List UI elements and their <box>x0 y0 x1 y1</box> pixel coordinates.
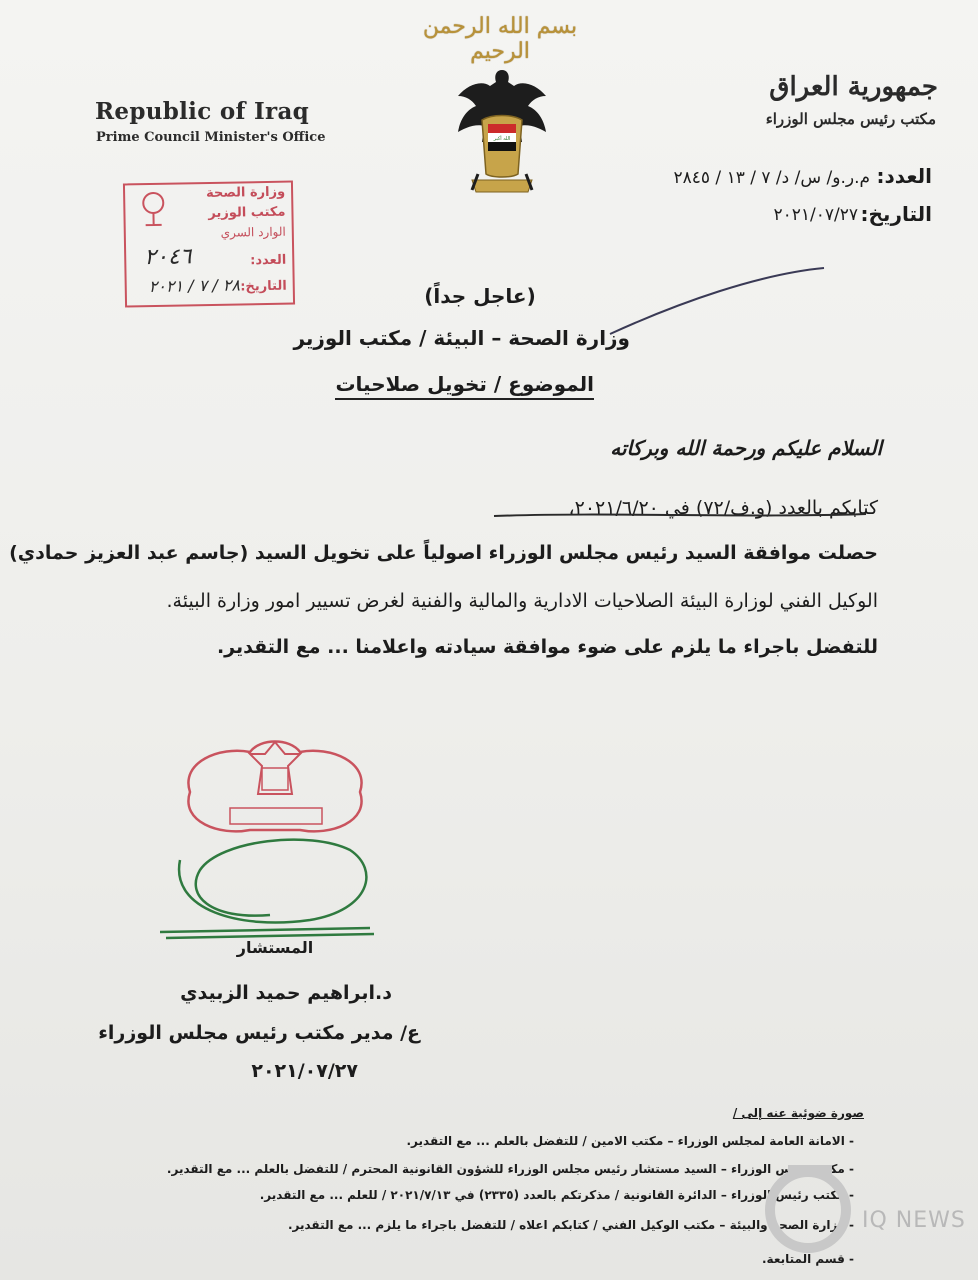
document-date-label: التاريخ: <box>860 202 932 226</box>
copy-recipient: - قسم المتابعة. <box>762 1252 854 1266</box>
pen-stroke <box>600 262 830 342</box>
document-date-value: ٢٠٢١/٠٧/٢٧ <box>773 205 858 225</box>
reference-number-label: العدد: <box>876 164 932 188</box>
paragraph-authorization: الوكيل الفني لوزارة البيئة الصلاحيات الادارية والمالية والفنية لغرض تسيير امور وزارة البيئة. <box>166 590 878 612</box>
stamp-tree-icon <box>133 189 174 230</box>
reference-number-value: م.ر.و/ س/ د/ ٧ / ١٣ / ٢٨٤٥ <box>673 168 870 188</box>
received-stamp <box>123 181 295 308</box>
copy-recipient: - الامانة العامة لمجلس الوزراء – مكتب الامين / للتفضل بالعلم ... مع التقدير. <box>406 1134 854 1148</box>
subject-line: الموضوع / تخويل صلاحيات <box>335 372 594 400</box>
english-subtitle: Prime Council Minister's Office <box>96 130 326 145</box>
underline-stroke <box>490 510 870 520</box>
arabic-office-name: مكتب رئيس مجلس الوزراء <box>765 110 936 128</box>
copy-recipient: - مكتب رئيس الوزراء – الدائرة القانونية / مذكرتكم بالعدد (٢٣٣٥) في ٢٠٢١/٧/١٣ / للعلم ... مع التقدير. <box>259 1188 854 1202</box>
paragraph-reference: كتابكم بالعدد (و.ف/٧٢) في ٢٠٢١/٦/٢٠، <box>568 497 878 519</box>
stamp-office: مكتب الوزير <box>208 204 286 222</box>
stamp-date-label: التاريخ: <box>240 278 287 295</box>
stamp-registry: الوارد السري <box>220 224 286 240</box>
signatory-name: د.ابراهيم حميد الزبيدي <box>180 982 392 1004</box>
iraq-eagle-emblem-icon <box>452 62 552 202</box>
stamp-ministry: وزارة الصحة <box>205 184 286 202</box>
copy-recipient: - مكتب رئيس الوزراء – السيد مستشار رئيس مجلس الوزراء للشؤون القانونية المحترم / للتفضل بالعلم ... مع التقدير. <box>166 1162 854 1176</box>
copy-recipient: - وزارة الصحة والبيئة – مكتب الوكيل الفني / كتابكم اعلاه / للتفضل باجراء ما يلزم ... مع التقدير. <box>287 1218 854 1232</box>
stamp-number-label: العدد: <box>250 252 287 269</box>
handwritten-signature <box>160 800 400 950</box>
copies-heading: صورة ضوئية عنه إلى / <box>732 1106 864 1120</box>
addressee: وزارة الصحة – البيئة / مكتب الوزير <box>293 326 630 350</box>
signatory-role: ع/ مدير مكتب رئيس مجلس الوزراء <box>98 1022 420 1044</box>
stamp-handwritten-number: ٢٠٤٦ <box>144 244 192 271</box>
greeting: السلام عليكم ورحمة الله وبركاته <box>610 436 882 460</box>
watermark-text: IQ NEWS <box>862 1208 966 1233</box>
urgent-marker: (عاجل جداً) <box>424 284 536 308</box>
svg-text:الله أكبر: الله أكبر <box>493 136 511 142</box>
news-logo-icon <box>748 1150 968 1260</box>
arabic-country-name: جمهورية العراق <box>769 72 938 102</box>
signatory-title: المستشار <box>236 938 314 957</box>
stamp-handwritten-date: ٢٨ / ٧ / ٢٠٢١ <box>148 275 241 297</box>
paragraph-request: للتفضل باجراء ما يلزم على ضوء موافقة سيادته واعلامنا ... مع التقدير. <box>216 636 878 658</box>
signature-date: ٢٠٢١/٠٧/٢٧ <box>251 1060 358 1082</box>
english-title: Republic of Iraq <box>95 98 310 125</box>
paragraph-approval: حصلت موافقة السيد رئيس مجلس الوزراء اصولياً على تخويل السيد (جاسم عبد العزيز حمادي) <box>9 542 878 564</box>
basmala: بسم الله الرحمن الرحيم <box>422 14 578 64</box>
